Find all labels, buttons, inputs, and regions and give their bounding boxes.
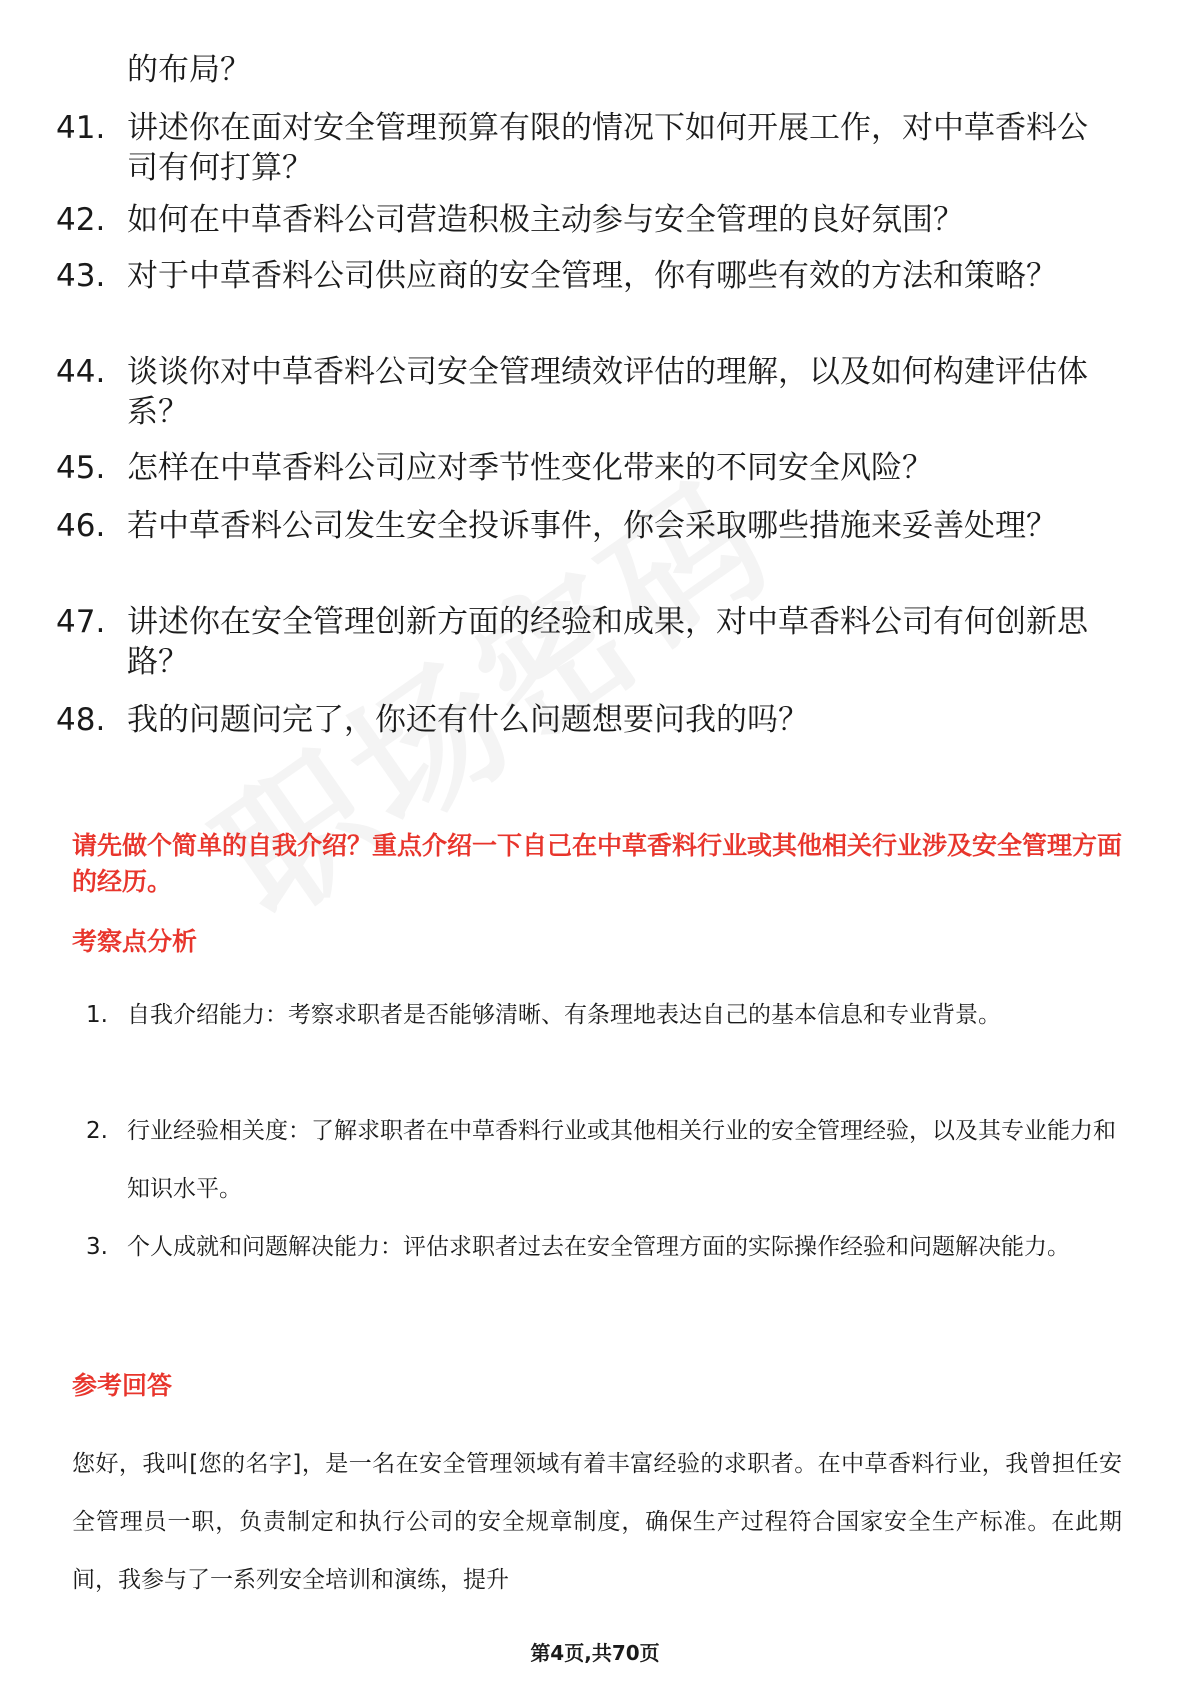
point-text: 行业经验相关度：了解求职者在中草香料行业或其他相关行业的安全管理经验，以及其专业能力和知识水平。 [127, 1118, 1116, 1202]
point-number: 1. [86, 1002, 108, 1028]
page-footer: 第4页,共70页 [530, 1641, 660, 1665]
question-number: 44. [56, 354, 106, 390]
point-text: 个人成就和问题解决能力：评估求职者过去在安全管理方面的实际操作经验和问题解决能力。 [127, 1234, 1070, 1260]
question-number: 42. [56, 202, 106, 238]
question-number: 46. [56, 508, 106, 544]
featured-question: 请先做个简单的自我介绍？重点介绍一下自己在中草香料行业或其他相关行业涉及安全管理方面的经历。 [72, 831, 1123, 896]
question-number: 47. [56, 604, 106, 640]
question-text: 怎样在中草香料公司应对季节性变化带来的不同安全风险？ [127, 450, 933, 486]
point-number: 2. [86, 1118, 108, 1144]
question-number: 48. [56, 702, 106, 738]
reference-answer: 您好，我叫[您的名字]，是一名在安全管理领域有着丰富经验的求职者。在中草香料行业，我曾担任安全管理员一职，负责制定和执行公司的安全规章制度，确保生产过程符合国家安全生产标准。在此期间，我参与了一系列安全培训和演练，提升 [72, 1451, 1122, 1593]
question-text: 谈谈你对中草香料公司安全管理绩效评估的理解，以及如何构建评估体系？ [127, 354, 1088, 430]
reference-title: 参考回答 [72, 1371, 173, 1400]
question-text: 讲述你在面对安全管理预算有限的情况下如何开展工作，对中草香料公司有何打算？ [127, 110, 1088, 186]
question-text: 若中草香料公司发生安全投诉事件，你会采取哪些措施来妥善处理？ [127, 508, 1057, 544]
analysis-title: 考察点分析 [72, 927, 198, 956]
question-number: 41. [56, 110, 106, 146]
question-text: 对于中草香料公司供应商的安全管理，你有哪些有效的方法和策略？ [127, 258, 1057, 294]
point-number: 3. [86, 1234, 108, 1260]
continuation-text: 的布局？ [127, 52, 251, 88]
point-text: 自我介绍能力：考察求职者是否能够清晰、有条理地表达自己的基本信息和专业背景。 [127, 1002, 1001, 1028]
question-text: 如何在中草香料公司营造积极主动参与安全管理的良好氛围？ [127, 202, 964, 238]
question-text: 我的问题问完了，你还有什么问题想要问我的吗？ [127, 702, 809, 738]
question-number: 45. [56, 450, 106, 486]
question-number: 43. [56, 258, 106, 294]
question-text: 讲述你在安全管理创新方面的经验和成果，对中草香料公司有何创新思路？ [127, 604, 1088, 680]
